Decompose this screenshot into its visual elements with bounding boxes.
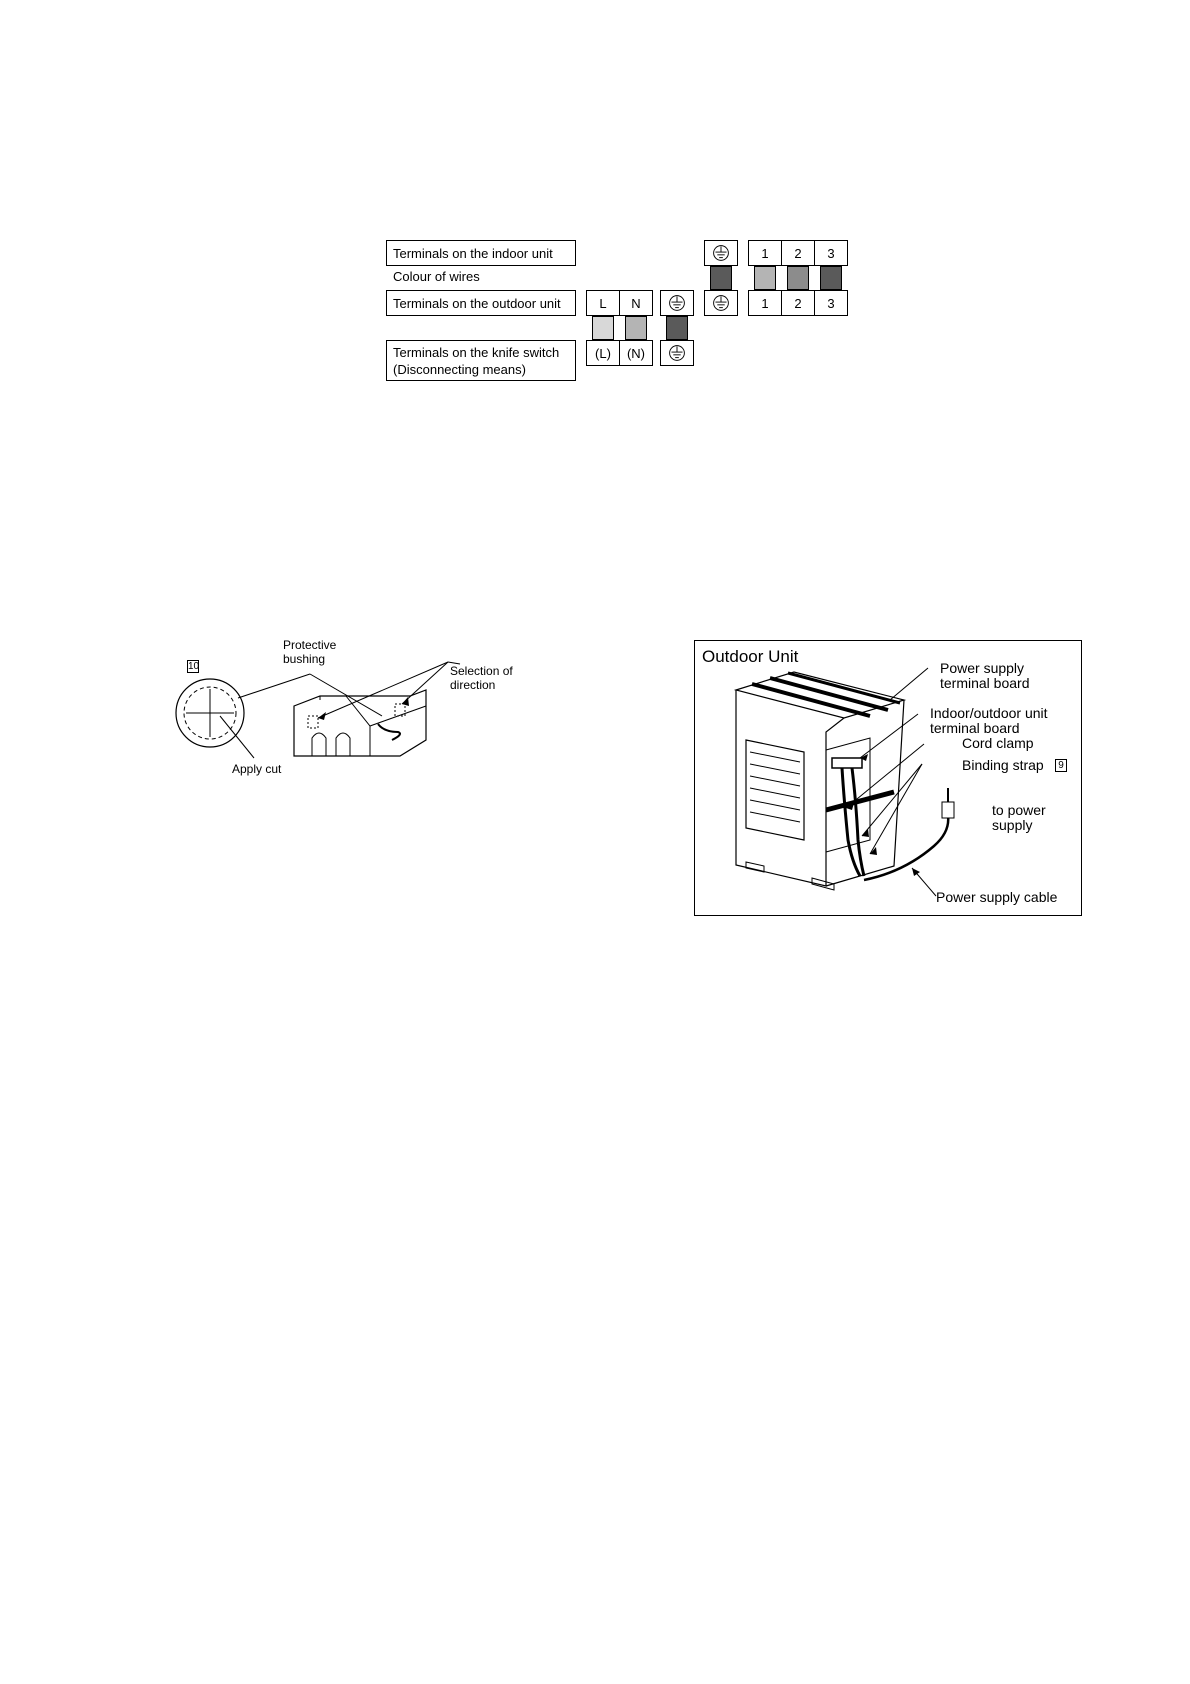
label-protective-line1: Protective: [283, 638, 337, 652]
indoor-terminal-1: 1: [748, 240, 782, 266]
knife-terminal-L: (L): [586, 340, 620, 366]
wire-2: [787, 266, 809, 290]
wire-3: [820, 266, 842, 290]
outdoor-terminal-2: 2: [781, 290, 815, 316]
knife-ground-terminal: [660, 340, 694, 366]
label-to-power-line1: to power: [992, 802, 1046, 818]
label-io-board-line2: terminal board: [930, 720, 1020, 736]
outdoor-unit-title: Outdoor Unit: [702, 647, 799, 666]
wire-ground-power: [666, 316, 688, 340]
label-colour-of-wires: Colour of wires: [393, 269, 480, 284]
wire-N: [625, 316, 647, 340]
wire-ground-indoor: [710, 266, 732, 290]
outdoor-terminal-L: L: [586, 290, 620, 316]
indoor-terminal-2: 2: [781, 240, 815, 266]
label-protective-line2: bushing: [283, 652, 326, 666]
label-to-power-line2: supply: [992, 817, 1033, 833]
label-apply-cut: Apply cut: [232, 762, 282, 776]
binding-ref-number: 9: [1055, 759, 1067, 772]
outdoor-ground-terminal-power: [660, 290, 694, 316]
outdoor-unit-drawing: [694, 640, 1082, 916]
outdoor-terminal-1: 1: [748, 290, 782, 316]
label-power-supply-cable: Power supply cable: [936, 889, 1058, 905]
label-knife-line2: (Disconnecting means): [393, 361, 526, 377]
indoor-terminal-3: 3: [814, 240, 848, 266]
label-power-board-line1: Power supply: [940, 660, 1025, 676]
label-knife-switch: [386, 340, 576, 381]
wire-L: [592, 316, 614, 340]
bushing-ref-number: 10: [188, 661, 200, 672]
knife-terminal-N: (N): [619, 340, 653, 366]
label-knife-line1: Terminals on the knife switch: [393, 344, 560, 360]
label-cord-clamp: Cord clamp: [962, 735, 1034, 751]
label-indoor-terminals: Terminals on the indoor unit: [386, 240, 576, 266]
label-binding-strap: Binding strap: [962, 757, 1044, 773]
label-selection-line1: Selection of: [450, 664, 513, 678]
label-io-board-line1: Indoor/outdoor unit: [930, 705, 1048, 721]
outdoor-terminal-N: N: [619, 290, 653, 316]
label-selection-line2: direction: [450, 678, 496, 692]
label-outdoor-terminals: Terminals on the outdoor unit: [386, 290, 576, 316]
wire-1: [754, 266, 776, 290]
outdoor-ground-terminal-signal: [704, 290, 738, 316]
bushing-drawing: [170, 640, 530, 780]
indoor-ground-terminal: [704, 240, 738, 266]
label-power-board-line2: terminal board: [940, 675, 1030, 691]
outdoor-terminal-3: 3: [814, 290, 848, 316]
